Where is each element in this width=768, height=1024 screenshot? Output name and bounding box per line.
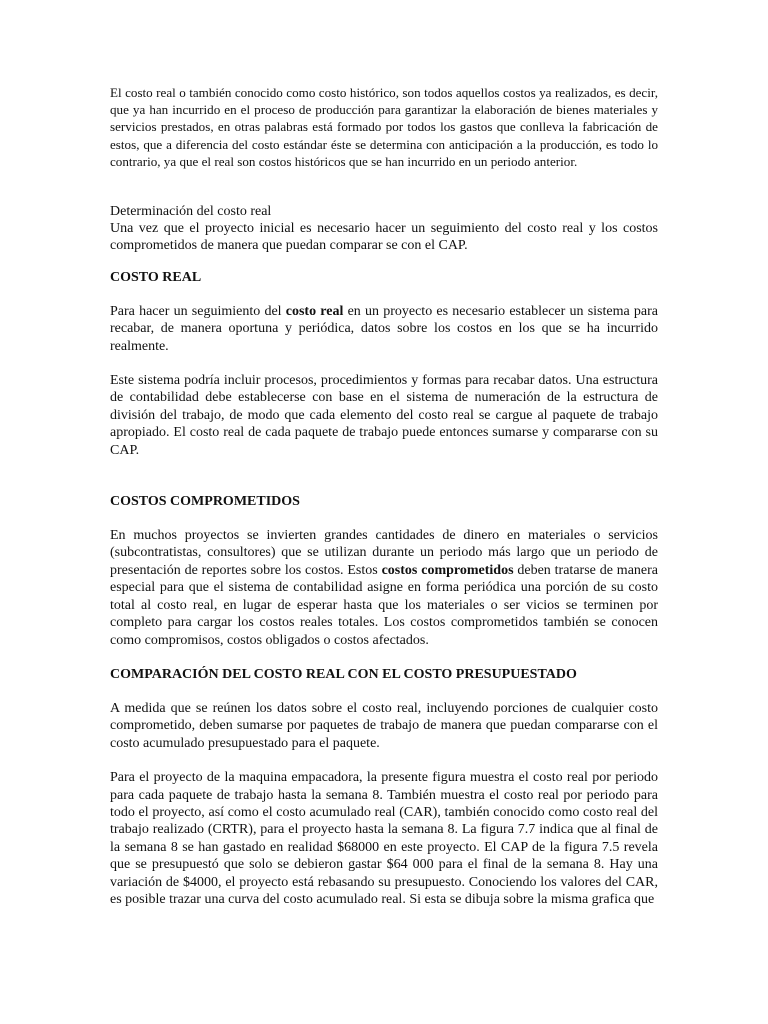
- costo-real-p1-bold: costo real: [285, 303, 344, 319]
- determinacion-paragraph: Una vez que el proyecto inicial es necesario hacer un seguimiento del costo real y los costos comprometidos de manera que puedan comparar se con el CAP.: [110, 221, 658, 254]
- comparacion-paragraph-2: Para el proyecto de la maquina empacadora, la presente figura muestra el costo real por periodo para cada paquete de trabajo hasta la semana 8. También muestra el costo real por periodo para todo el proyecto, así como el costo acumulado real (CAR), también conocido como costo real del trabajo realizado (CRTR), para el proyecto hasta la semana 8. La figura 7.7 indica que al final de la semana 8 se han gastado en realidad $68000 en este proyecto. El CAP de la figura 7.5 revela que se presupuestó que solo se debieron gastar $64 000 para el final de la semana 8. Hay una variación de $4000, el proyecto está rebasando su presupuesto. Conociendo los valores del CAR, es posible trazar una curva del costo acumulado real. Si esta se dibuja sobre la misma grafica que: [110, 770, 658, 907]
- costos-comprometidos-after: deben tratarse de manera especial para que el sistema de contabilidad asigne en forma periódica una porción de su costo total al costo real, en lugar de esperar hasta que los materiales o ser vicios se terminen por completo para cargar los costos reales totales. Los costos comprometidos también se conocen como compromisos, costos obligados o costos afectados.: [110, 562, 658, 648]
- comparacion-heading: COMPARACIÓN DEL COSTO REAL CON EL COSTO PRESUPUESTADO: [110, 666, 577, 682]
- costo-real-paragraph-1: [110, 303, 658, 355]
- determinacion-title: Determinación del costo real: [110, 204, 272, 220]
- intro-paragraph: El costo real o también conocido como costo histórico, son todos aquellos costos ya realizados, es decir, que ya han incurrido en el proceso de producción para garantizar la elaboración de bienes materiales y servicios prestados, en otras palabras está formado por todos los gastos que conlleva la fabricación de estos, que a diferencia del costo estándar éste se determina con anticipación a la producción, es todo lo contrario, ya que el real son costos históricos que se han incurrido en un periodo anterior.: [110, 85, 658, 169]
- costos-comprometidos-bold: costos comprometidos: [381, 562, 514, 578]
- comparacion-paragraph-1: A medida que se reúnen los datos sobre el costo real, incluyendo porciones de cualquier costo comprometido, deben sumarse por paquetes de trabajo de manera que puedan compararse con el costo acumulado presupuestado para el paquete.: [110, 700, 658, 751]
- costo-real-heading: COSTO REAL: [110, 269, 202, 285]
- costos-comprometidos-heading: COSTOS COMPROMETIDOS: [110, 494, 300, 510]
- costo-real-paragraph-2: Este sistema podría incluir procesos, procedimientos y formas para recabar datos. Una estructura de contabilidad debe establecerse con base en el sistema de numeración de la estructura de división del trabajo, de modo que cada elemento del costo real se cargue al paquete de trabajo apropiado. El costo real de cada paquete de trabajo puede entonces sumarse y compararse con su CAP.: [110, 373, 658, 458]
- costo-real-p1-after: en un proyecto es necesario establecer un sistema para recabar, de manera oportuna y periódica, datos sobre los costos en los que se ha incurrido realmente.: [110, 303, 659, 354]
- costos-comprometidos-paragraph: [110, 527, 658, 649]
- costos-comprometidos-before: En muchos proyectos se invierten grandes cantidades de dinero en materiales o servicios (subcontratistas, consultores) que se utilizan durante un periodo más largo que un periodo de presentación de reportes sobre los costos. Estos: [110, 528, 658, 578]
- document-page: [110, 84, 658, 908]
- costo-real-p1-before: Para hacer un seguimiento del: [110, 303, 286, 319]
